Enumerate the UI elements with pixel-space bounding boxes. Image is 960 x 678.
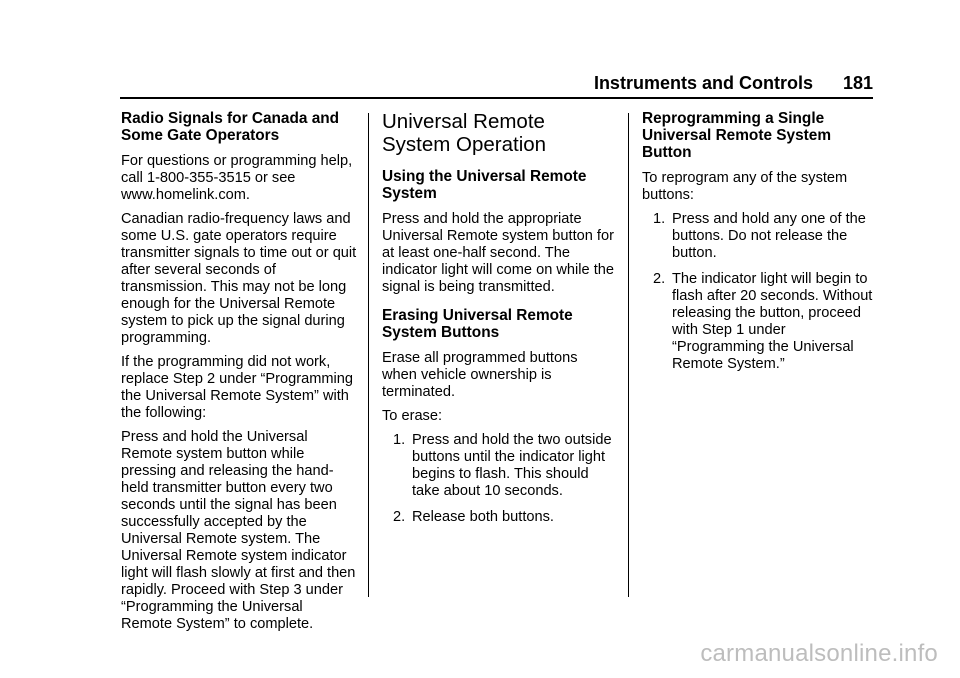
running-header (594, 72, 873, 94)
step-number: 2. (653, 271, 666, 287)
step-text: Press and hold the two outside buttons until the indicator light begins to flash. This should take about 10 seconds. (412, 432, 612, 499)
step-text: The indicator light will begin to flash after 20 seconds. Without releasing the button, proceed with Step 1 under “Programming the Universal Remote System.” (672, 271, 873, 372)
erase-steps (382, 432, 614, 526)
header-title: Instruments and Controls (593, 73, 813, 93)
step-text: Press and hold any one of the buttons. Do not release the button. (672, 211, 866, 261)
column-divider-1 (368, 113, 369, 597)
paragraph: To reprogram any of the system buttons: (642, 170, 848, 203)
page-number: 181 (842, 73, 873, 93)
watermark: carmanualsonline.info (700, 640, 938, 667)
paragraph: Canadian radio-frequency laws and some U.S. gate operators require transmitter signals to time out or quit after several seconds of transmission. This may not be long enough for the Universal Remote system to pick up the signal during programming. (121, 211, 357, 346)
column-1 (121, 110, 357, 640)
step-number: 1. (393, 432, 406, 448)
list-item (642, 211, 878, 262)
paragraph: To erase: (382, 408, 443, 424)
list-item (382, 509, 614, 526)
column-3 (642, 110, 878, 382)
paragraph: For questions or programming help, call 1-800-355-3515 or see www.homelink.com. (121, 153, 353, 203)
radio-signals-heading: Radio Signals for Canada and Some Gate Operators (121, 110, 340, 144)
paragraph: Press and hold the Universal Remote system button while pressing and releasing the hand-held transmitter button every two seconds until the signal has been successfully accepted by the Universal Remote system. The Universal Remote system indicator light will flash slowly at first and then rapidly. Proceed with Step 3 under “Programming the Universal Remote System” to complete. (121, 429, 356, 632)
column-divider-2 (628, 113, 629, 597)
erasing-heading: Erasing Universal Remote System Buttons (382, 307, 573, 341)
section-title: Universal Remote System Operation (382, 110, 547, 156)
using-heading: Using the Universal Remote System (382, 168, 587, 202)
reprogram-steps (642, 211, 878, 373)
step-text: Release both buttons. (412, 509, 554, 525)
step-number: 1. (653, 211, 666, 227)
paragraph: If the programming did not work, replace Step 2 under “Programming the Universal Remote System” with the following: (121, 354, 353, 421)
header-rule (120, 97, 873, 99)
paragraph: Press and hold the appropriate Universal Remote system button for at least one-half second. The indicator light will come on while the signal is being transmitted. (382, 211, 614, 295)
column-2 (382, 110, 614, 535)
paragraph: Erase all programmed buttons when vehicle ownership is terminated. (382, 350, 578, 400)
step-number: 2. (393, 509, 406, 525)
list-item (382, 432, 614, 500)
list-item (642, 271, 878, 373)
reprogramming-heading: Reprogramming a Single Universal Remote System Button (642, 110, 832, 161)
